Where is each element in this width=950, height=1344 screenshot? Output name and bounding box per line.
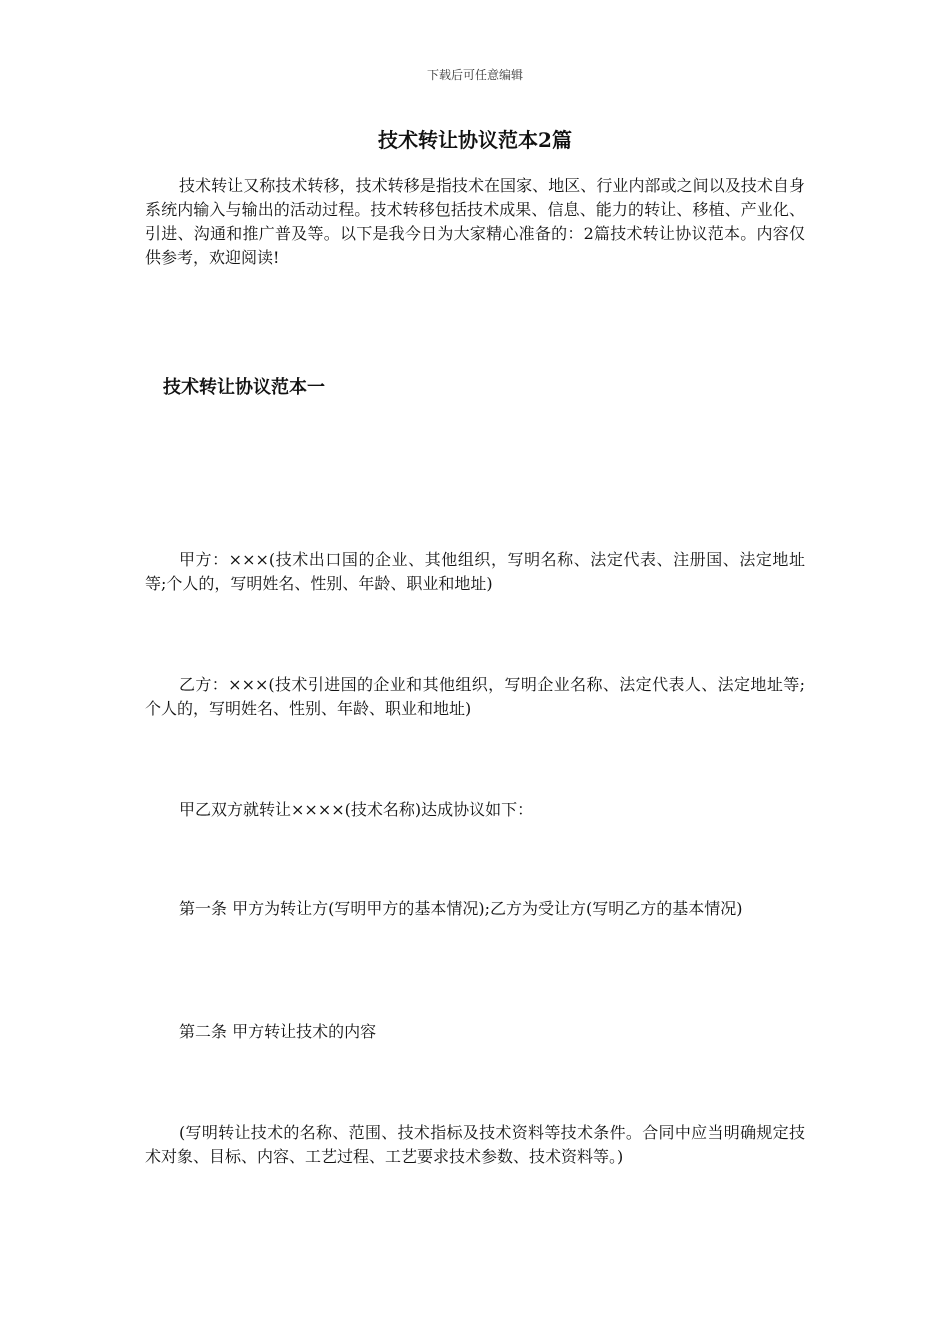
page-header-note: 下载后可任意编辑 <box>426 68 523 82</box>
article-1-paragraph: 第一条 甲方为转让方(写明甲方的基本情况);乙方为受让方(写明乙方的基本情况) <box>179 899 743 918</box>
article-2-heading: 第二条 甲方转让技术的内容 <box>179 1022 377 1041</box>
section-heading: 技术转让协议范本一 <box>163 377 325 398</box>
article-2-detail-paragraph: (写明转让技术的名称、范围、技术指标及技术资料等技术条件。合同中应当明确规定技术对象、目标、内容、工艺过程、工艺要求技术参数、技术资料等。) <box>145 1123 805 1166</box>
intro-paragraph: 技术转让又称技术转移，技术转移是指技术在国家、地区、行业内部或之间以及技术自身系统内输入与输出的活动过程。技术转移包括技术成果、信息、能力的转让、移植、产业化、引进、沟通和推广普及等。以下是我今日为大家精心准备的：2篇技术转让协议范本。内容仅供参考，欢迎阅读! <box>145 176 805 267</box>
party-b-paragraph: 乙方：×××(技术引进国的企业和其他组织，写明企业名称、法定代表人、法定地址等;个人的，写明姓名、性别、年龄、职业和地址) <box>145 675 805 718</box>
party-a-paragraph: 甲方：×××(技术出口国的企业、其他组织，写明名称、法定代表、注册国、法定地址等;个人的，写明姓名、性别、年龄、职业和地址) <box>145 550 805 593</box>
document-title: 技术转让协议范本2篇 <box>378 128 572 152</box>
agreement-intro-paragraph: 甲乙双方就转让××××(技术名称)达成协议如下： <box>179 800 534 819</box>
